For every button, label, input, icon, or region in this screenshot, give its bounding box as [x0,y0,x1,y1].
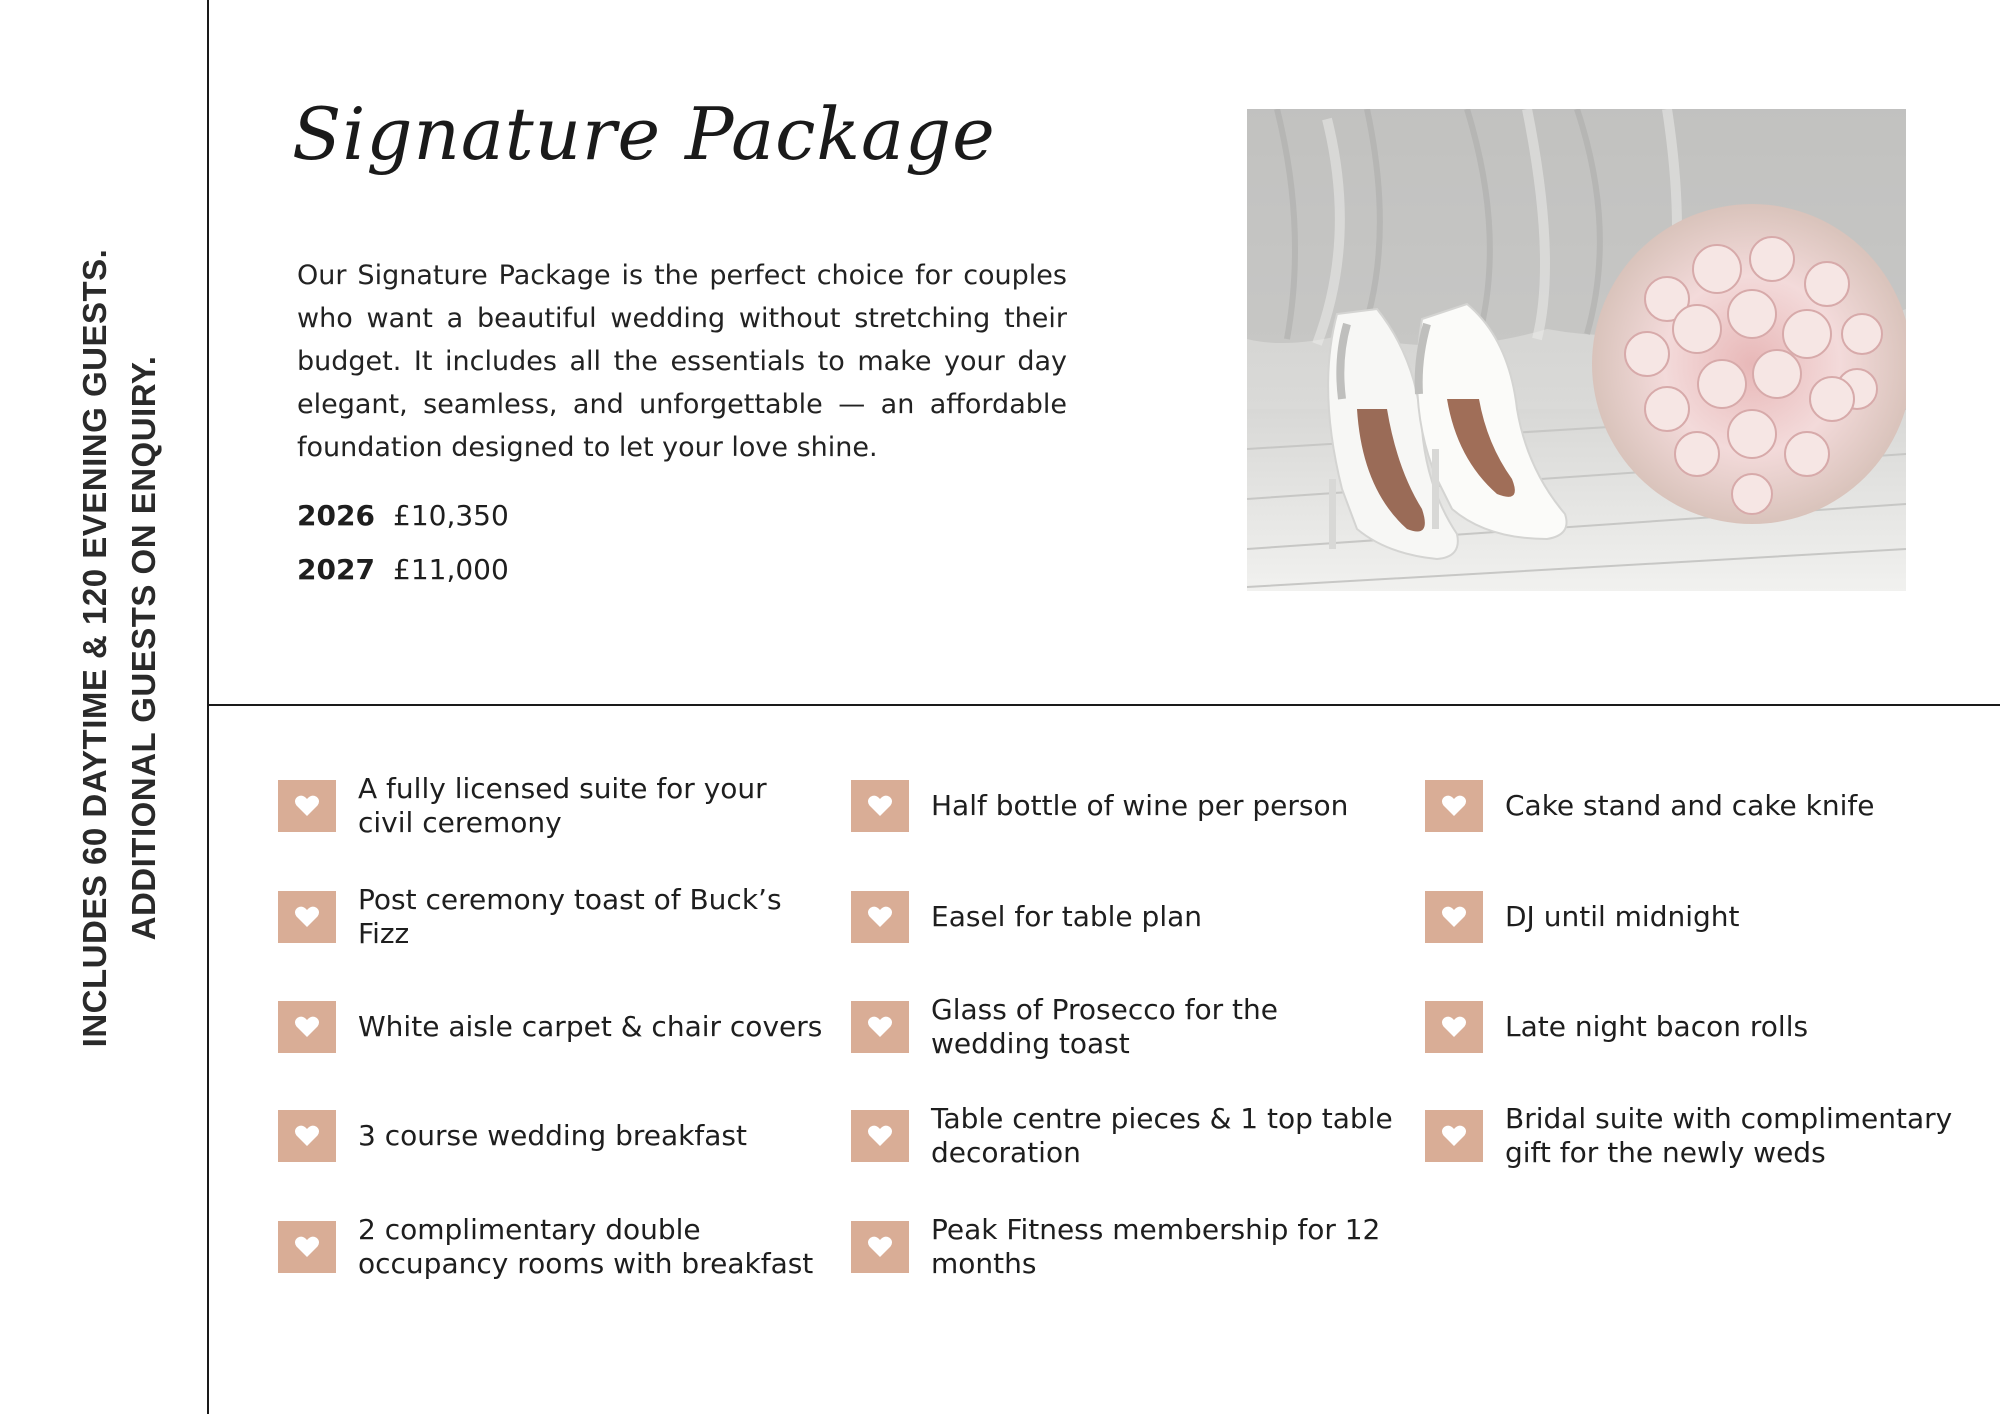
feature-text: A fully licensed suite for your civil ceremony [358,772,767,839]
heart-icon [851,1001,909,1053]
feature-text: DJ until midnight [1505,900,1740,933]
feature-item [851,989,1421,1065]
feature-item [278,989,848,1065]
heart-icon [851,1221,909,1273]
price-list [297,488,509,596]
feature-item [1425,1098,1995,1174]
package-title: Signature Package [292,92,996,176]
feature-item [1425,989,1995,1065]
heart-icon [1425,1110,1483,1162]
heart-icon [851,891,909,943]
feature-text: Half bottle of wine per person [931,789,1349,822]
price-row [297,488,509,542]
feature-item [851,1209,1421,1285]
feature-item [278,1209,848,1285]
heart-icon [1425,891,1483,943]
feature-item [1425,768,1995,844]
feature-item [851,879,1421,955]
feature-text: 3 course wedding breakfast [358,1119,747,1152]
feature-item [1425,879,1995,955]
feature-text: Table centre pieces & 1 top table decoration [931,1102,1393,1169]
heart-icon [278,891,336,943]
feature-text: Peak Fitness membership for 12 months [931,1213,1381,1280]
feature-item [851,768,1421,844]
guest-info-banner [70,249,168,1048]
vertical-divider [207,0,209,1414]
feature-text: 2 complimentary double occupancy rooms with breakfast [358,1213,814,1280]
price-row [297,542,509,596]
heart-icon [1425,1001,1483,1053]
heart-icon [278,1221,336,1273]
guest-info-line-2: ADDITIONAL GUESTS ON ENQUIRY. [125,355,162,941]
heart-icon [278,1001,336,1053]
feature-item [278,879,848,955]
feature-item [851,1098,1421,1174]
price-year: 2027 [297,552,375,586]
package-description: Our Signature Package is the perfect choice for couples who want a beautiful wedding without stretching their budget. It includes all the essentials to make your day elegant, seamless, and unforgettable — an affordable foundation designed to let your love shine. [297,260,1067,463]
heart-icon [851,780,909,832]
feature-text: Cake stand and cake knife [1505,789,1875,822]
feature-text: Post ceremony toast of Buck’s Fizz [358,883,782,950]
feature-item [278,768,848,844]
horizontal-divider [207,704,2000,706]
price-amount: £11,000 [393,552,509,586]
feature-text: Late night bacon rolls [1505,1010,1809,1043]
heart-icon [278,1110,336,1162]
heart-icon [851,1110,909,1162]
guest-info-line-1: INCLUDES 60 DAYTIME & 120 EVENING GUESTS. [76,248,113,1048]
feature-item [278,1098,848,1174]
feature-text: Glass of Prosecco for the wedding toast [931,993,1279,1060]
heart-icon [1425,780,1483,832]
feature-text: Easel for table plan [931,900,1203,933]
price-amount: £10,350 [393,498,509,532]
feature-text: White aisle carpet & chair covers [358,1010,823,1043]
heart-icon [278,780,336,832]
feature-text: Bridal suite with complimentary gift for the newly weds [1505,1102,1953,1169]
price-year: 2026 [297,498,375,532]
wedding-shoes-bouquet-photo [1247,109,1906,591]
